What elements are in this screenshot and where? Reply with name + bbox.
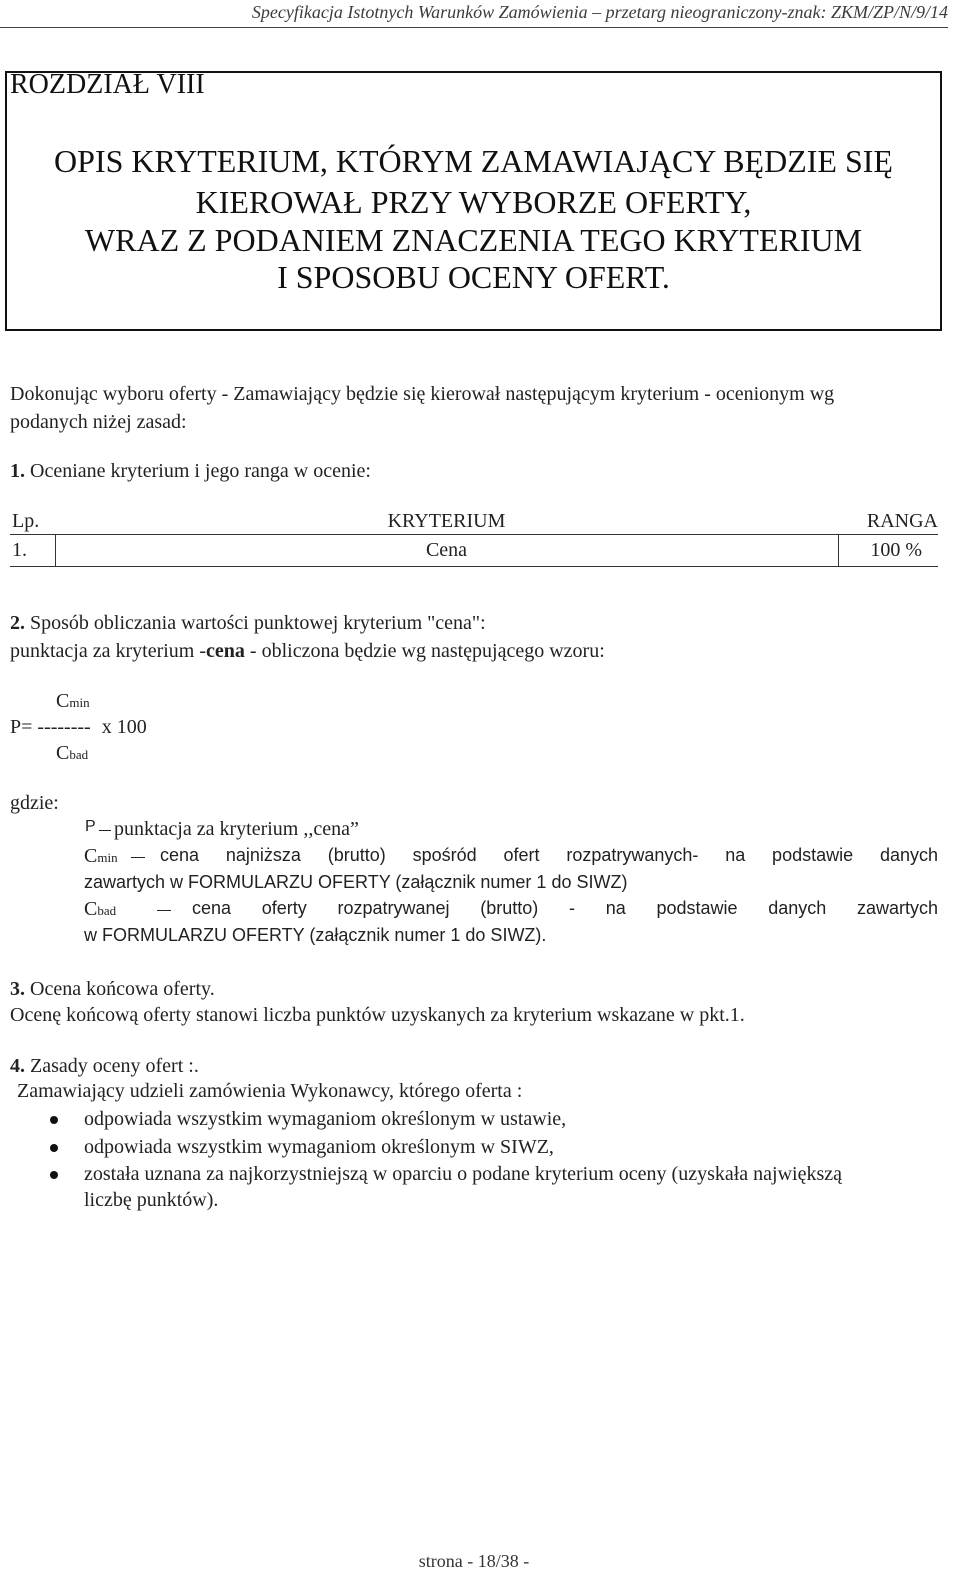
definition-p-text: punktacja za kryterium ,,cena” — [114, 818, 359, 840]
section-1-heading — [10, 460, 371, 483]
definition-p-dash — [99, 830, 111, 831]
document-header: Specyfikacja Istotnych Warunków Zamówienia – przetarg nieograniczony-znak: ZKM/ZP/N/9/14 — [251, 2, 948, 22]
chapter-title-line-2: KIEROWAŁ PRZY WYBORZE OFERTY, — [195, 184, 752, 220]
bullet-dot-1 — [50, 1116, 58, 1124]
definition-p-symbol: P — [85, 818, 96, 835]
section-3-body: Ocenę końcową oferty stanowi liczba punktów uzyskanych za kryterium wskazane w pkt.1. — [10, 1004, 745, 1026]
section-1-text: Oceniane kryterium i jego ranga w ocenie: — [25, 460, 371, 482]
section-3-number: 3. — [10, 978, 25, 1000]
table-header-rank: RANGA — [866, 510, 938, 532]
section-2-line-2 — [10, 640, 605, 663]
table-cell-lp: 1. — [12, 539, 27, 561]
section-2-line-2-b: cena — [206, 640, 245, 662]
bullet-dot-2 — [50, 1144, 58, 1152]
formula-main-line — [10, 716, 147, 739]
section-2-heading — [10, 612, 486, 635]
section-2-text: Sposób obliczania wartości punktowej kryterium "cena": — [25, 612, 486, 634]
formula-numerator-c: C — [56, 690, 70, 712]
page-number: strona - 18/38 - — [418, 1551, 530, 1571]
chapter-title-line-1: OPIS KRYTERIUM, KTÓRYM ZAMAWIAJĄCY BĘDZIE SIĘ — [54, 143, 893, 179]
definition-cbad-text: cena oferty rozpatrywanej (brutto) - na podstawie danych zawartych — [192, 898, 938, 918]
bullet-item-1: odpowiada wszystkim wymaganiom określonym w ustawie, — [84, 1108, 567, 1130]
section-4-intro: Zamawiający udzieli zamówienia Wykonawcy, którego oferta : — [17, 1080, 523, 1102]
formula-numerator — [56, 690, 90, 713]
table-header-criterion: KRYTERIUM — [387, 510, 506, 532]
section-3-heading — [10, 978, 215, 1001]
table-header-lp: Lp. — [12, 510, 40, 532]
section-4-heading — [10, 1055, 199, 1078]
definition-cmin-c: C — [84, 845, 98, 867]
definitions-where: gdzie: — [10, 792, 59, 814]
formula-numerator-sub: min — [69, 695, 90, 710]
definition-cbad-sub: bad — [97, 903, 117, 918]
section-3-text: Ocena końcowa oferty. — [25, 978, 215, 1000]
definition-cmin-symbol — [84, 845, 118, 868]
formula-fraction-bar: -------- — [37, 716, 91, 738]
intro-line-1: Dokonując wyboru oferty - Zamawiający będzie się kierował następującym kryterium - ocenionym wg — [10, 383, 835, 405]
bullet-item-2: odpowiada wszystkim wymaganiom określonym w SIWZ, — [84, 1136, 554, 1158]
formula-denominator — [56, 742, 88, 765]
section-2-number: 2. — [10, 612, 25, 634]
section-2-line-2-c: - obliczona będzie wg następującego wzoru: — [244, 640, 605, 662]
bullet-item-3-line-2: liczbę punktów). — [84, 1189, 219, 1211]
definition-cbad-text-2: w FORMULARZU OFERTY (załącznik numer 1 do SIWZ). — [84, 925, 547, 945]
formula-denominator-c: C — [56, 742, 70, 764]
section-4-number: 4. — [10, 1055, 25, 1077]
definition-cbad-symbol — [84, 898, 116, 921]
header-divider — [0, 27, 948, 28]
chapter-title-line-4: I SPOSOBU OCENY OFERT. — [277, 259, 670, 295]
table-cell-rank: 100 % — [870, 539, 922, 561]
formula-left: P= — [10, 716, 33, 738]
formula-times: x 100 — [101, 716, 147, 738]
formula-denominator-sub: bad — [69, 747, 89, 762]
definition-cbad-c: C — [84, 898, 98, 920]
table-bottom-border — [10, 566, 938, 567]
section-4-text: Zasady oceny ofert :. — [25, 1055, 199, 1077]
definition-cmin-text: cena najniższa (brutto) spośród ofert rozpatrywanych- na podstawie danych — [160, 845, 938, 865]
table-top-border — [10, 534, 938, 535]
bullet-dot-3 — [50, 1171, 58, 1179]
definition-cmin-text-2: zawartych w FORMULARZU OFERTY (załącznik numer 1 do SIWZ) — [84, 872, 628, 892]
intro-line-2: podanych niżej zasad: — [10, 411, 187, 433]
chapter-title-line-3: WRAZ Z PODANIEM ZNACZENIA TEGO KRYTERIUM — [84, 222, 863, 258]
table-cell-criterion: Cena — [425, 539, 468, 561]
section-2-line-2-a: punktacja za kryterium - — [10, 640, 207, 662]
chapter-label: ROZDZIAŁ VIII — [10, 69, 205, 100]
definition-cmin-sub: min — [97, 850, 118, 865]
definition-cmin-dash — [131, 857, 145, 858]
definition-cbad-dash — [157, 910, 171, 911]
section-1-number: 1. — [10, 460, 25, 482]
bullet-item-3-line-1: została uznana za najkorzystniejszą w oparciu o podane kryterium oceny (uzyskała największą — [84, 1163, 843, 1185]
